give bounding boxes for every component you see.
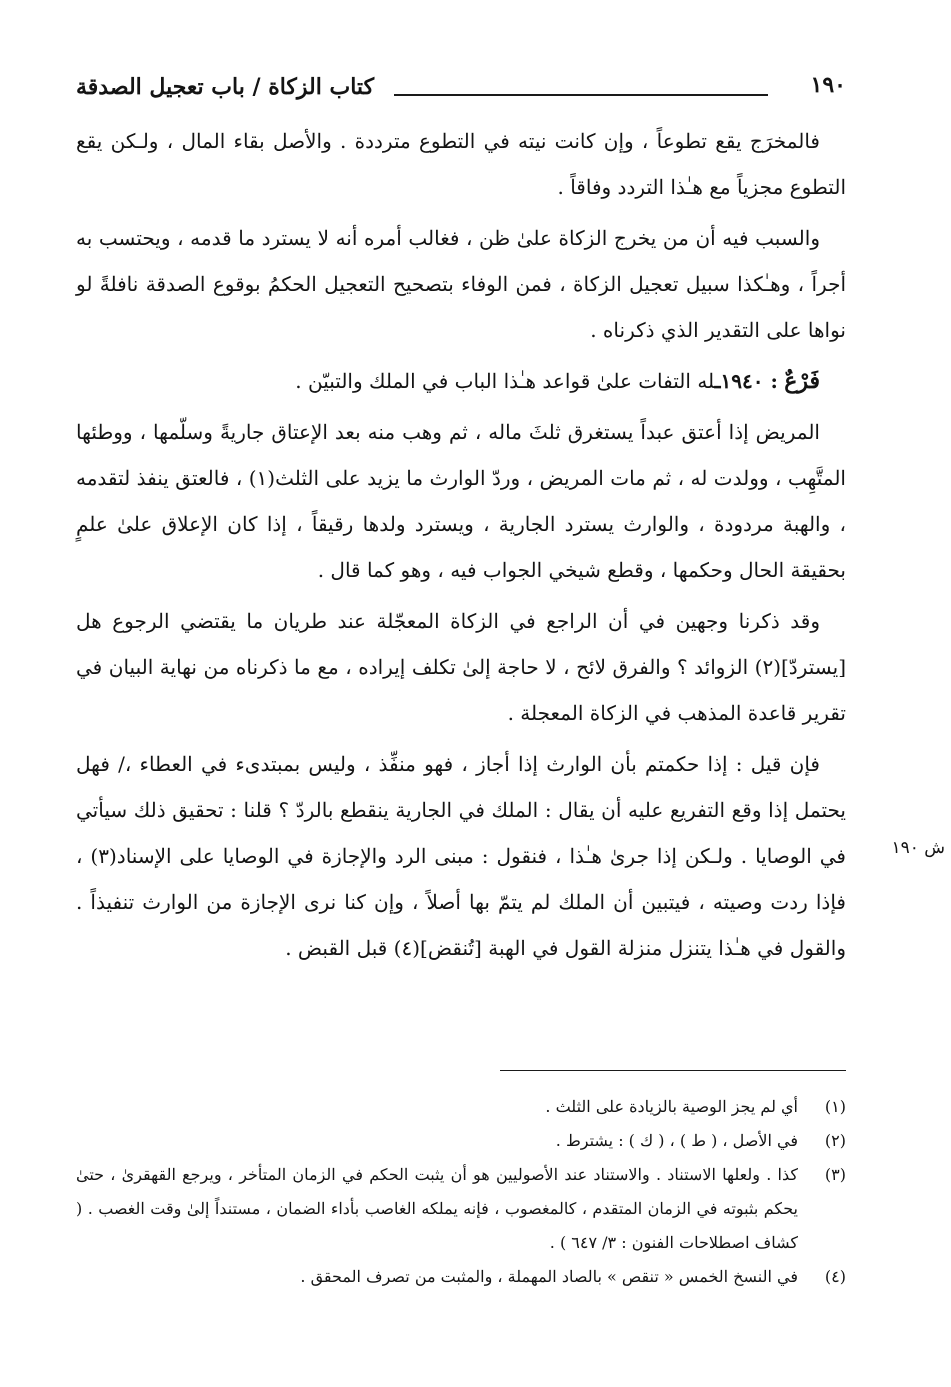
footnote-number: (١) — [824, 1097, 846, 1116]
footnote — [76, 1260, 846, 1294]
paragraph: وقد ذكرنا وجهين في أن الراجع في الزكاة المعجّلة عند طريان ما يقتضي الرجوع هل [يستردّ](٢) الزوائد ؟ والفرق لائح ، لا حاجة إلىٰ تكلف إيراده ، مع ما ذكرناه من نهاية البيان في تقرير قاعدة المذهب في الزكاة المعجلة . — [76, 609, 846, 725]
page-header — [76, 68, 846, 108]
section-heading — [76, 358, 846, 404]
section-title: له التفات علىٰ قواعد هـٰذا الباب في الملك والتبيّن . — [295, 369, 715, 393]
footnote-rule — [500, 1070, 846, 1071]
footnotes — [76, 1090, 846, 1294]
paragraph: المريض إذا أعتق عبداً يستغرق ثلثَ ماله ، ثم وهب منه بعد الإعتاق جاريةً وسلّمها ، ووطئها المتَّهِب ، وولدت له ، ثم مات المريض ، وردّ الوارث ما يزيد على الثلث(١) ، فالعتق ينفذ لتقدمه ، والهبة مردودة ، والوارث يسترد الجارية ، ويسترد ولدها رقيقاً ، إذا كان الإعلاق علىٰ علمٍ بحقيقة الحال وحكمها ، وقطع شيخي الجواب فيه ، وهو كما قال . — [76, 420, 846, 582]
section-number: : ١٩٤٠ـ — [714, 369, 778, 393]
running-title: كتاب الزكاة / باب تعجيل الصدقة — [76, 74, 375, 100]
footnote-number: (٤) — [824, 1267, 846, 1286]
header-rule — [394, 94, 768, 96]
manuscript-folio-marker: ش ١٩٠ — [891, 838, 945, 858]
footnote-number: (٣) — [824, 1165, 846, 1184]
main-text — [76, 118, 846, 976]
page-number: ١٩٠ — [810, 72, 846, 98]
footnote-number: (٢) — [824, 1131, 846, 1150]
paragraph: فالمخرَج يقع تطوعاً ، وإن كانت نيته في التطوع مترددة . والأصل بقاء المال ، ولـكن يقع التطوع مجزياً مع هـٰذا التردد وفاقاً . — [76, 129, 846, 199]
footnote-text: كذا . ولعلها الاستناد . والاستناد عند الأصوليين هو أن يثبت الحكم في الزمان المتأخر ، ويرجع القهقرىٰ ، حتىٰ يحكم بثبوته في الزمان المتقدم ، كالمغصوب ، فإنه يملكه الغاصب بأداء الضمان ، مستنداً إلىٰ وقت الغصب . ( كشاف اصطلاحات الفنون : ٣/ ٦٤٧ ) . — [76, 1165, 799, 1252]
footnote — [76, 1090, 846, 1124]
footnote — [76, 1124, 846, 1158]
footnote-text: أي لم يجز الوصية بالزيادة على الثلث . — [545, 1097, 798, 1116]
section-label: فَرْعٌ — [784, 368, 820, 394]
paragraph: والسبب فيه أن من يخرج الزكاة علىٰ ظن ، فغالب أمره أنه لا يسترد ما قدمه ، ويحتسب به أجراً ، وهـٰكذا سبيل تعجيل الزكاة ، فمن الوفاء بتصحيح التعجيل الحكمُ بوقوع الصدقة نافلةً لو نواها على التقدير الذي ذكرناه . — [76, 226, 846, 342]
footnote-text: في النسخ الخمس « تنقص » بالصاد المهملة ، والمثبت من تصرف المحقق . — [300, 1267, 798, 1286]
paragraph: فإن قيل : إذا حكمتم بأن الوارث إذا أجاز ، فهو منفِّذ ، وليس بمبتدىء في العطاء ،/ فهل يحتمل إذا وقع التفريع عليه أن يقال : الملك في الجارية ينقطع بالردّ ؟ قلنا : تحقيق ذلك سيأتي في الوصايا . ولـكن إذا جرىٰ هـٰذا ، فنقول : مبنى الرد والإجازة في الوصايا على الإسناد(٣) ، فإذا ردت وصيته ، فيتبين أن الملك لم يتمّ بها أصلاً ، وإن كنا نرى الإجازة من الوارث تنفيذاً . والقول في هـٰذا يتنزل منزلة القول في الهبة [تُنقض](٤) قبل القبض . — [76, 752, 846, 960]
footnote — [76, 1158, 846, 1260]
footnote-text: في الأصل ، ( ط ) ، ( ك ) : يشترط . — [555, 1131, 798, 1150]
